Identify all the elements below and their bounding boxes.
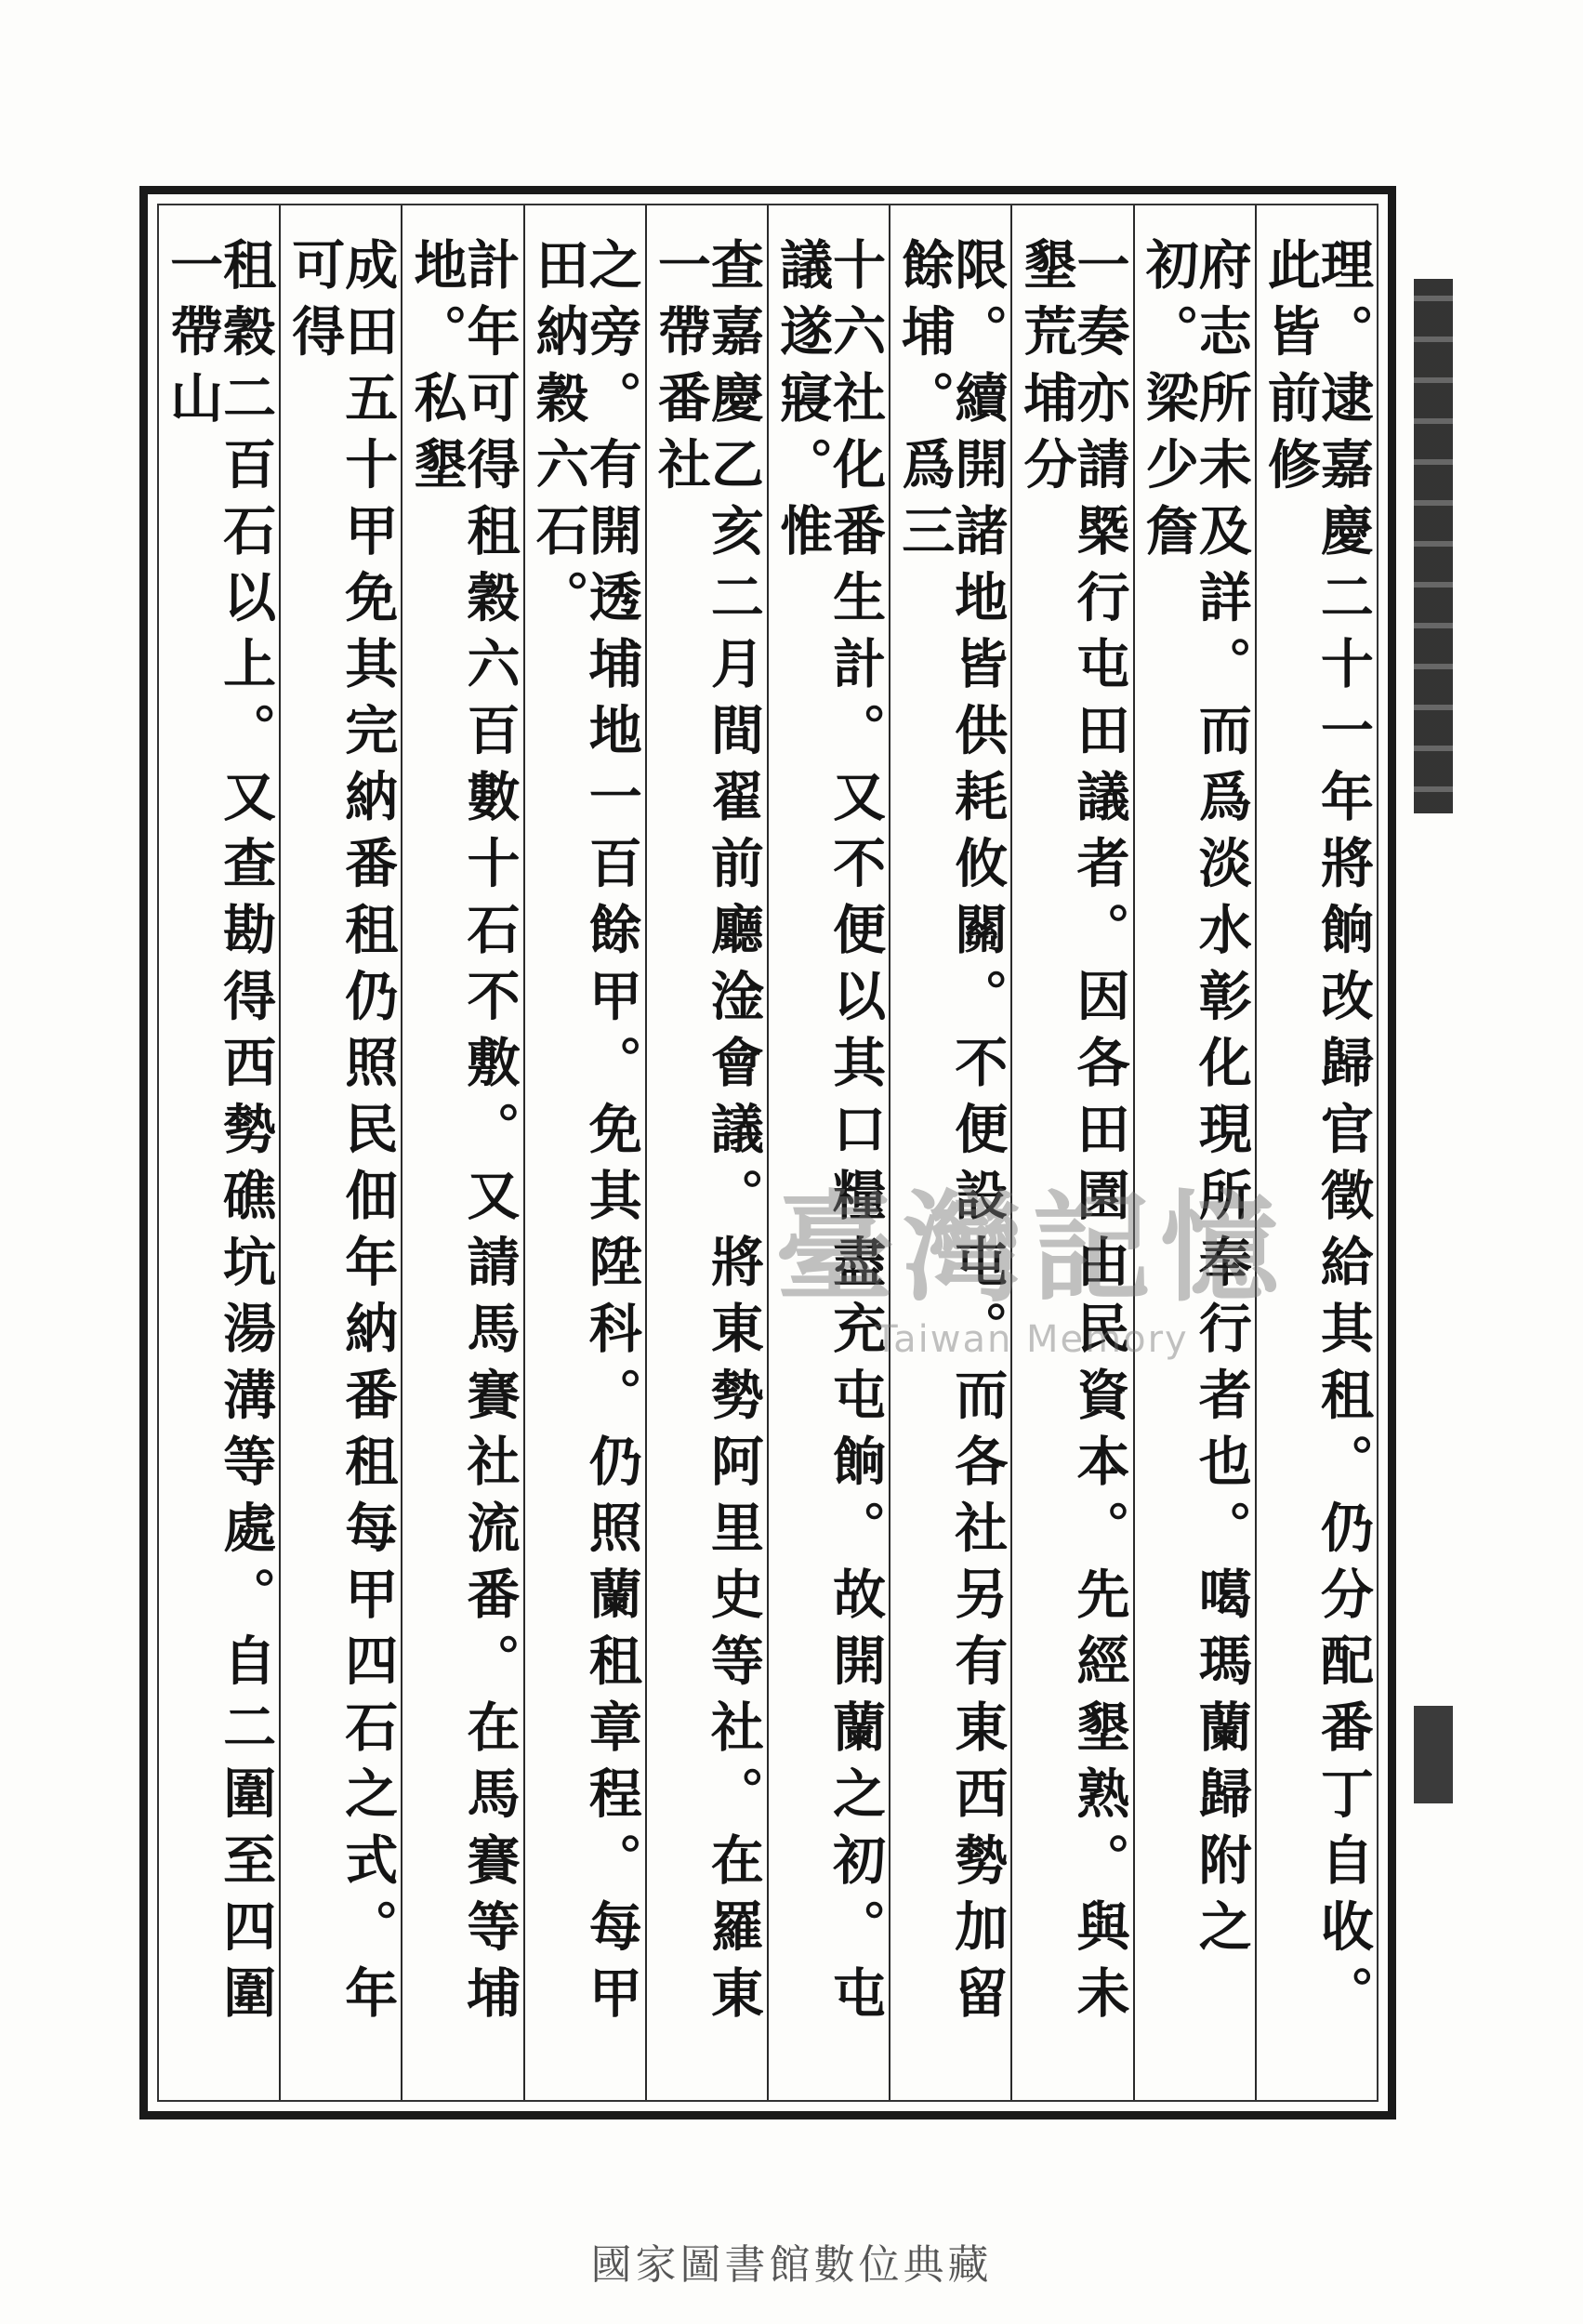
text-column xyxy=(159,205,279,2100)
column-text: 府志所未及詳。而爲淡水彰化現所奉行者也。噶瑪蘭歸附之初。梁少詹 xyxy=(1137,237,1253,1965)
watermark-subtitle: Taiwan Memory xyxy=(875,1318,1189,1361)
column-text: 一奏亦請槩行屯田議者。因各田園由民資本。先經墾熟。與未墾荒埔分 xyxy=(1015,237,1130,2032)
text-column xyxy=(645,205,767,2100)
column-text: 限。續開諸地皆供耗攸關。不便設屯。而各社另有東西勢加留餘埔。爲三 xyxy=(892,237,1009,2032)
page-edge-tab-top xyxy=(1414,279,1453,813)
column-text: 查嘉慶乙亥二月間翟前廳淦會議。將東勢阿里史等社。在羅東一帶番社 xyxy=(649,237,765,2032)
footer-caption: 國家圖書館數位典藏 xyxy=(590,2241,993,2289)
column-text: 十六社化番生計。又不便以其口糧盡充屯餉。故開蘭之初。屯議遂寢。惟 xyxy=(771,237,887,2032)
watermark xyxy=(772,1153,1292,1361)
column-text: 計年可得租穀六百數十石不敷。又請馬賽社流番。在馬賽等埔地。私墾 xyxy=(404,237,521,2032)
text-column xyxy=(523,205,645,2100)
column-text: 租穀二百石以上。又查勘得西勢礁坑湯溝等處。自二圍至四圍一帶山 xyxy=(161,237,277,2032)
watermark-title: 臺灣記憶 xyxy=(774,1179,1288,1318)
text-column xyxy=(401,205,522,2100)
text-column xyxy=(279,205,401,2100)
page-edge-tab-bottom xyxy=(1414,1706,1453,1803)
column-text: 之旁。有開透埔地一百餘甲。免其陞科。仍照蘭租章程。每甲田納穀六石。 xyxy=(527,237,643,2032)
column-text: 成田五十甲免其完納番租仍照民佃年納番租每甲四石之式。年可得 xyxy=(283,237,399,2032)
column-text: 理。逮嘉慶二十一年將餉改歸官徵給其租。仍分配番丁自收。此皆前修 xyxy=(1259,237,1375,2032)
